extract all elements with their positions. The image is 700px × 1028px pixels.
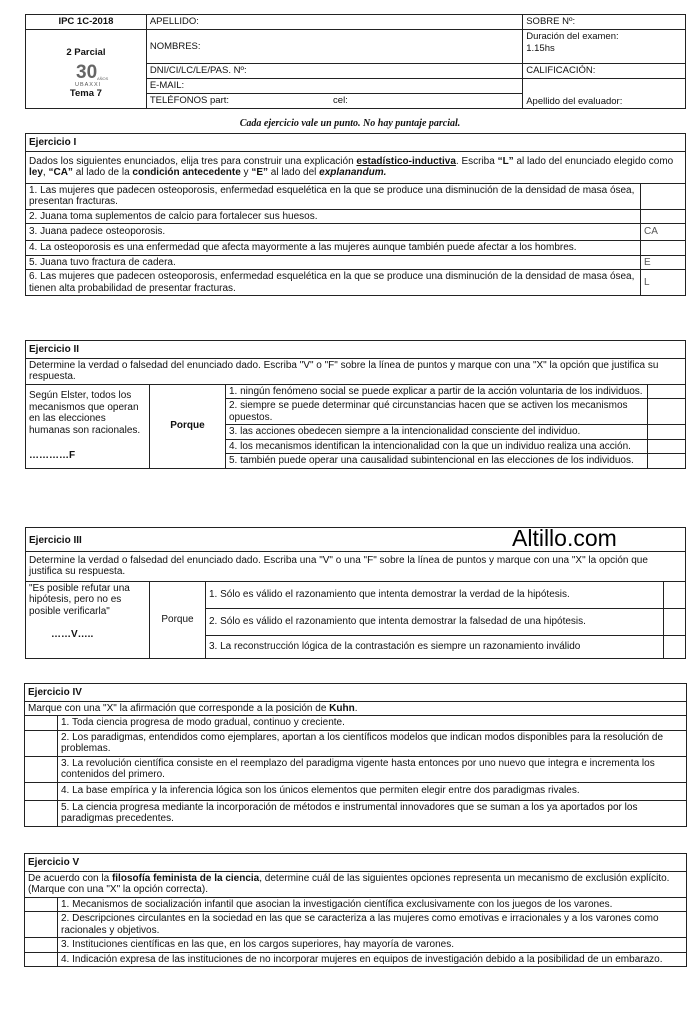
ex2-option-1: 1. ningún fenómeno social se puede explicar a partir de la acción voluntaria de los individuos. — [226, 384, 648, 399]
evaluador-field[interactable]: Apellido del evaluador: — [523, 79, 686, 109]
exercise-2-instructions: Determine la verdad o falsedad del enunciado dado. Escriba "V" o "F" sobre la línea de puntos y marque con una "X" la opción que justifica su respuesta. — [26, 358, 686, 384]
exercise-3-instructions: Determine la verdad o falsedad del enunciado dado. Escriba una "V" o una "F" sobre la línea de puntos y marque con una "X" la opción que justifica su respuesta. — [26, 551, 686, 581]
exercise-3-answer[interactable]: ……V….. — [51, 629, 94, 640]
statement-6: 6. Las mujeres que padecen osteoporosis, enfermedad esquelética en la que se produce una disminución de la densidad de masa ósea, tienen alta probabilidad de presentar fracturas. — [26, 270, 641, 296]
logo-uba: UBAXXI — [74, 81, 102, 87]
exercise-5 — [24, 853, 687, 967]
statement-1: 1. Las mujeres que padecen osteoporosis, enfermedad esquelética en la que se produce una disminución de la densidad de masa ósea, presentan fracturas. — [26, 183, 641, 209]
exercise-1-instructions: Dados los siguientes enunciados, elija tres para construir una explicación estadístico-inductiva. Escriba “L” al lado del enunciado elegido como ley, “CA” al lado de la condición antecedente y “E” al lado del explanandum. — [26, 151, 686, 183]
mark-box-5[interactable]: E — [641, 255, 686, 270]
statement-2: 2. Juana toma suplementos de calcio para fortalecer sus huesos. — [26, 209, 641, 224]
ex3-option-3: 3. La reconstrucción lógica de la contrastación es siempre un razonamiento inválido — [206, 635, 664, 658]
porque-label-3: Porque — [150, 581, 206, 658]
exercise-2-statement: Según Elster, todos los mecanismos que operan en las elecciones humanas son racionales. — [29, 390, 141, 436]
exam-info-cell — [26, 30, 147, 109]
statement-3: 3. Juana padece osteoporosis. — [26, 224, 641, 241]
ex4-option-4: 4. La base empírica y la inferencia lógica son los únicos elementos que permiten elegir entre dos paradigmas rivales. — [58, 782, 687, 800]
logo-number: 30 — [75, 61, 98, 83]
ex4-mark-3[interactable] — [25, 756, 58, 782]
ex4-option-1: 1. Toda ciencia progresa de modo gradual, continuo y creciente. — [58, 716, 687, 731]
nombres-field[interactable]: NOMBRES: — [146, 30, 522, 64]
mark-box-1[interactable] — [641, 183, 686, 209]
ex5-mark-3[interactable] — [25, 938, 58, 953]
ex5-mark-1[interactable] — [25, 897, 58, 912]
calificacion-field[interactable]: CALIFICACIÓN: — [523, 64, 686, 79]
ex5-mark-4[interactable] — [25, 952, 58, 967]
ex2-option-3: 3. las acciones obedecen siempre a la intencionalidad consciente del individuo. — [226, 425, 648, 440]
exercise-4-title: Ejercicio IV — [25, 684, 687, 702]
telefonos-field[interactable]: TELÉFONOS part: cel: — [146, 94, 522, 109]
mark-box-2[interactable] — [641, 209, 686, 224]
exercise-2-statement-cell — [26, 384, 150, 468]
exercise-4-instructions: Marque con una "X" la afirmación que corresponde a la posición de Kuhn. — [25, 701, 687, 716]
logo-small: AÑOS — [96, 75, 109, 81]
ex2-mark-4[interactable] — [648, 439, 686, 454]
ex3-option-2: 2. Sólo es válido el razonamiento que intenta demostrar la falsedad de una hipótesis. — [206, 608, 664, 635]
ex4-mark-5[interactable] — [25, 800, 58, 826]
exercise-1 — [25, 133, 686, 296]
mark-box-4[interactable] — [641, 241, 686, 256]
statement-4: 4. La osteoporosis es una enfermedad que afecta mayormente a las mujeres aunque también puede afectar a los hombres. — [26, 241, 641, 256]
ex5-option-2: 2. Descripciones circulantes en la sociedad en las que se caracteriza a las mujeres como emotivas e irracionales y a los varones como racionales y objetivos. — [58, 912, 687, 938]
ex2-mark-1[interactable] — [648, 384, 686, 399]
ex2-mark-5[interactable] — [648, 454, 686, 469]
ex2-option-4: 4. los mecanismos identifican la intencionalidad con la que un individuo realiza una acción. — [226, 439, 648, 454]
exercise-3-statement: "Es posible refutar una hipótesis, pero no es posible verificarla" — [29, 582, 130, 617]
mark-box-3[interactable]: CA — [641, 224, 686, 241]
exercise-2-title: Ejercicio II — [26, 341, 686, 359]
exam-type: 2 Parcial — [66, 47, 106, 58]
course-label: IPC 1C-2018 — [26, 15, 147, 30]
duracion-cell: Duración del examen: 1.15hs — [523, 30, 686, 64]
exam-header — [25, 14, 686, 109]
exercise-3-title: Ejercicio III — [26, 528, 686, 552]
sobre-field[interactable]: SOBRE Nº: — [523, 15, 686, 30]
ex5-option-4: 4. Indicación expresa de las instituciones de no incorporar mujeres en equipos de investigación debido a la posibilidad de un embarazo. — [58, 952, 687, 967]
ex4-option-2: 2. Los paradigmas, entendidos como ejemplares, aportan a los científicos modelos que indican modos disponibles para la resolución de problemas. — [58, 730, 687, 756]
ex3-mark-2[interactable] — [664, 608, 686, 635]
ex4-mark-2[interactable] — [25, 730, 58, 756]
ex5-option-1: 1. Mecanismos de socialización infantil que asocian la investigación científica exclusivamente con los juegos de los varones. — [58, 897, 687, 912]
exercise-4 — [24, 683, 687, 827]
dni-field[interactable]: DNI/CI/LC/LE/PAS. Nº: — [146, 64, 522, 79]
scoring-note: Cada ejercicio vale un punto. No hay puntaje parcial. — [239, 118, 461, 129]
porque-label: Porque — [150, 384, 226, 468]
tema-label: Tema 7 — [69, 87, 102, 99]
exercise-3-statement-cell — [26, 581, 150, 658]
ex2-option-2: 2. siempre se puede determinar qué circunstancias hacen que se activen los mecanismos opuestos. — [226, 399, 648, 425]
ex4-mark-1[interactable] — [25, 716, 58, 731]
exercise-5-instructions: De acuerdo con la filosofía feminista de la ciencia, determine cuál de las siguientes opciones representa un mecanismo de exclusión explícito. (Marque con una "X" la opción correcta). — [25, 871, 687, 897]
uba-xxi-30-logo — [56, 61, 116, 87]
ex2-mark-3[interactable] — [648, 425, 686, 440]
ex4-option-5: 5. La ciencia progresa mediante la incorporación de métodos e instrumental innovadores que se suman a los ya aportados por los paradigmas precedentes. — [58, 800, 687, 826]
ex2-mark-2[interactable] — [648, 399, 686, 425]
ex2-option-5: 5. también puede operar una causalidad subintencional en las elecciones de los individuos. — [226, 454, 648, 469]
statement-5: 5. Juana tuvo fractura de cadera. — [26, 255, 641, 270]
email-field[interactable]: E-MAIL: — [146, 79, 522, 94]
ex4-mark-4[interactable] — [25, 782, 58, 800]
exercise-2 — [25, 340, 686, 469]
apellido-field[interactable]: APELLIDO: — [146, 15, 522, 30]
ex3-mark-3[interactable] — [664, 635, 686, 658]
ex3-mark-1[interactable] — [664, 581, 686, 608]
exercise-2-answer[interactable]: …………F — [29, 450, 76, 462]
ex4-option-3: 3. La revolución científica consiste en el reemplazo del paradigma vigente hasta entonces por uno nuevo que integra e incrementa los contenidos del primero. — [58, 756, 687, 782]
ex5-mark-2[interactable] — [25, 912, 58, 938]
exercise-5-title: Ejercicio V — [25, 854, 687, 872]
ex5-option-3: 3. Instituciones científicas en las que, en los cargos superiores, hay mayoría de varones. — [58, 938, 687, 953]
watermark: Altillo.com — [512, 525, 617, 551]
mark-box-6[interactable]: L — [641, 270, 686, 296]
ex3-option-1: 1. Sólo es válido el razonamiento que intenta demostrar la verdad de la hipótesis. — [206, 581, 664, 608]
exercise-1-title: Ejercicio I — [26, 134, 686, 152]
